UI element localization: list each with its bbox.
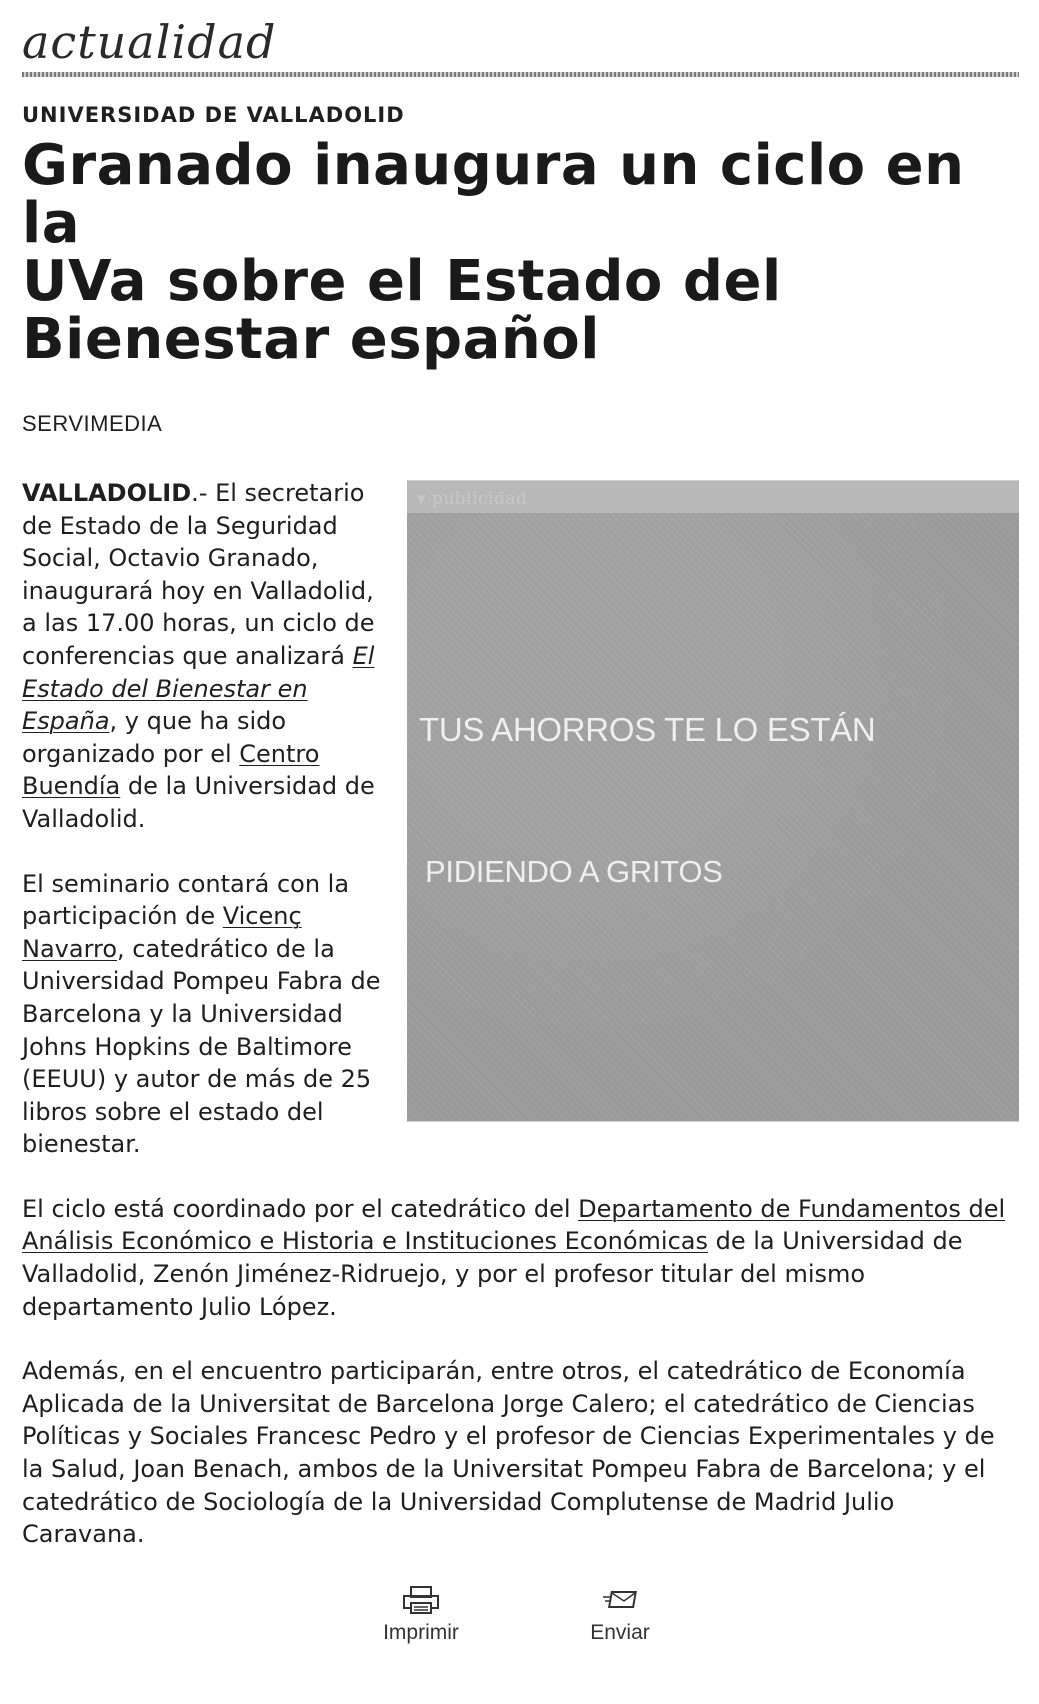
printer-icon [401,1585,441,1615]
paragraph-text: .- El secretario de Estado de la Seguridad Social, Octavio Granado, inaugurará hoy en Valladolid, a las 17.00 horas, un ciclo de conferencias que analizará [22,479,375,670]
link-estado-bienestar[interactable]: El Estado del Bienestar en España [22,641,375,736]
paragraph-text: Además, en el encuentro participarán, entre otros, el catedrático de Economía Aplicada de la Universitat de Barcelona Jorge Calero; el catedrático de Ciencias Políticas y Sociales Francesc Pedro y el profesor de Ciencias Experimentales y de la Salud, Joan Benach, ambos de la Universitat Pompeu Fabra de Barcelona; y el catedrático de Sociología de la Universidad Complutense de Madrid Julio Caravana. [22,1357,995,1549]
article-tools [0,1585,1039,1665]
print-button[interactable] [366,1585,476,1645]
headline-line: Granado inaugura un ciclo en la [22,133,965,256]
ad-headline-line: TUS AHORROS TE LO ESTÁN [419,711,876,748]
headline-line: UVa sobre el Estado del [22,249,782,314]
article-kicker: UNIVERSIDAD DE VALLADOLID [22,103,405,127]
print-label: Imprimir [383,1621,459,1644]
section-divider [22,72,1019,77]
link-centro-buendia[interactable]: Centro Buendía [22,739,320,801]
paragraph-text: , y que ha sido organizado por el [22,707,287,768]
paragraph-text: El ciclo está coordinado por el catedrático del [22,1194,579,1223]
article-paragraph [22,1355,1019,1551]
link-departamento[interactable]: Departamento de Fundamentos del Análisis Económico e Historia e Instituciones Económicas [22,1194,1006,1256]
article-source: SERVIMEDIA [22,411,163,436]
article-body [22,477,1019,1551]
ad-headline-line: PIDIENDO A GRITOS [425,854,723,889]
article-paragraph [22,1193,1019,1323]
article-headline [22,133,1019,372]
headline-line: Bienestar español [22,307,600,372]
paragraph-text: , catedrático de la Universidad Pompeu Fabra de Barcelona y la Universidad Johns Hopkins de Baltimore (EEUU) y autor de más de 25 libros sobre el estado del bienestar. [22,934,381,1159]
envelope-icon [600,1585,640,1615]
advertisement[interactable] [407,480,1019,1122]
ad-label: ▾ publicidad [417,489,528,509]
send-label: Enviar [590,1621,650,1644]
link-vicenc-navarro[interactable]: Vicenç Navarro [22,902,302,963]
dateline-city: VALLADOLID [22,479,192,507]
paragraph-text: de la Universidad de Valladolid, Zenón Jiménez-Ridruejo, y por el profesor titular del mismo departamento Julio López. [22,1227,963,1321]
paragraph-text: El seminario contará con la participación de [22,869,350,931]
section-title: actualidad [22,15,277,69]
paragraph-text: de la Universidad de Valladolid. [22,772,375,833]
send-button[interactable] [570,1585,670,1645]
